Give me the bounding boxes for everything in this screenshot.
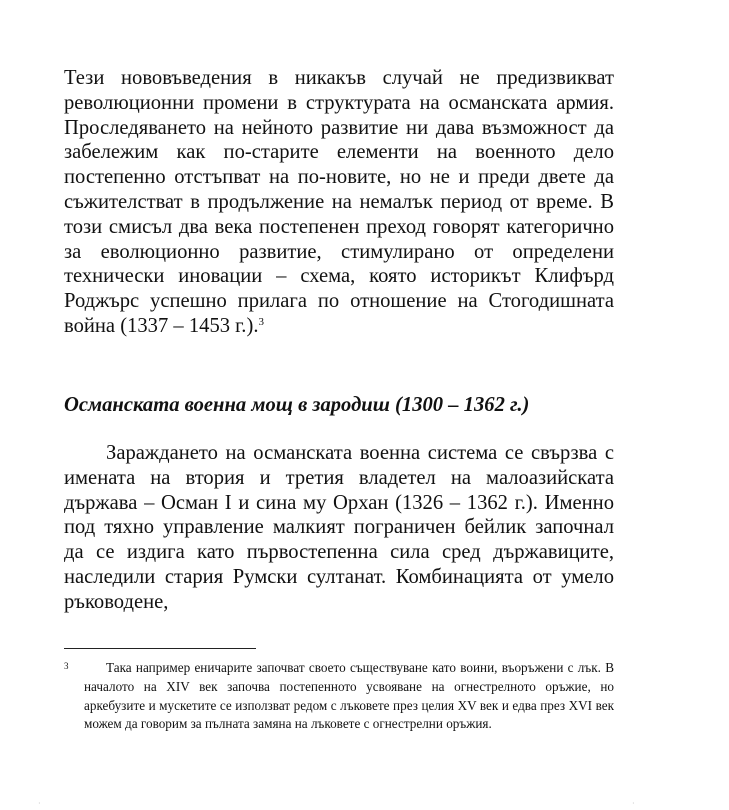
- section-heading: Османската военна мощ в зародиш (1300 – 1362 г.): [64, 394, 530, 416]
- footnote: [64, 659, 614, 734]
- body-paragraph: Зараждането на османската военна система се свързва с имената на втория и третия владетел на малоазийската държава – Осман I и сина му Орхан (1326 – 1362 г.). Именно под тяхно управление малкият пограничен бейлик започнал да се издига като първостепенна сила сред държавиците, наследили стария Румски султанат. Комбинацията от умело ръководене,: [64, 442, 614, 613]
- page-corner-mark: ·: [38, 799, 41, 808]
- page-corner-mark: ·: [632, 799, 635, 808]
- footnote-separator: [64, 648, 256, 649]
- footnote-text: Така например еничарите започват своето съществуване като воини, въоръжени с лък. В началото на XIV век започва постепенното усвояване на огнестрелното оръжие, но аркебузите и мускетите се използват редом с лъковете през целия XV век и едва през XVI век можем да говорим за пълната замяна на лъковете с огнестрелни оръжия.: [84, 660, 614, 732]
- footnote-reference[interactable]: 3: [258, 315, 264, 328]
- paragraph-text: Тези нововъведения в никакъв случай не предизвикват революционни промени в структурата на османската армия. Проследяването на нейното развитие ни дава възможност да забележим как по-старите елементи на военното дело постепенно отстъпват на по-новите, но не и преди двете да съжителстват в продължение на немалък период от време. В този смисъл два века постепенен преход говорят категорично за еволюционно развитие, стимулирано от определени технически иновации – схема, която историкът Клифърд Роджърс успешно прилага по отношение на Стогодишната война (1337 – 1453 г.).: [64, 67, 614, 337]
- footnote-number: 3: [64, 661, 69, 671]
- body-paragraph: [64, 66, 614, 339]
